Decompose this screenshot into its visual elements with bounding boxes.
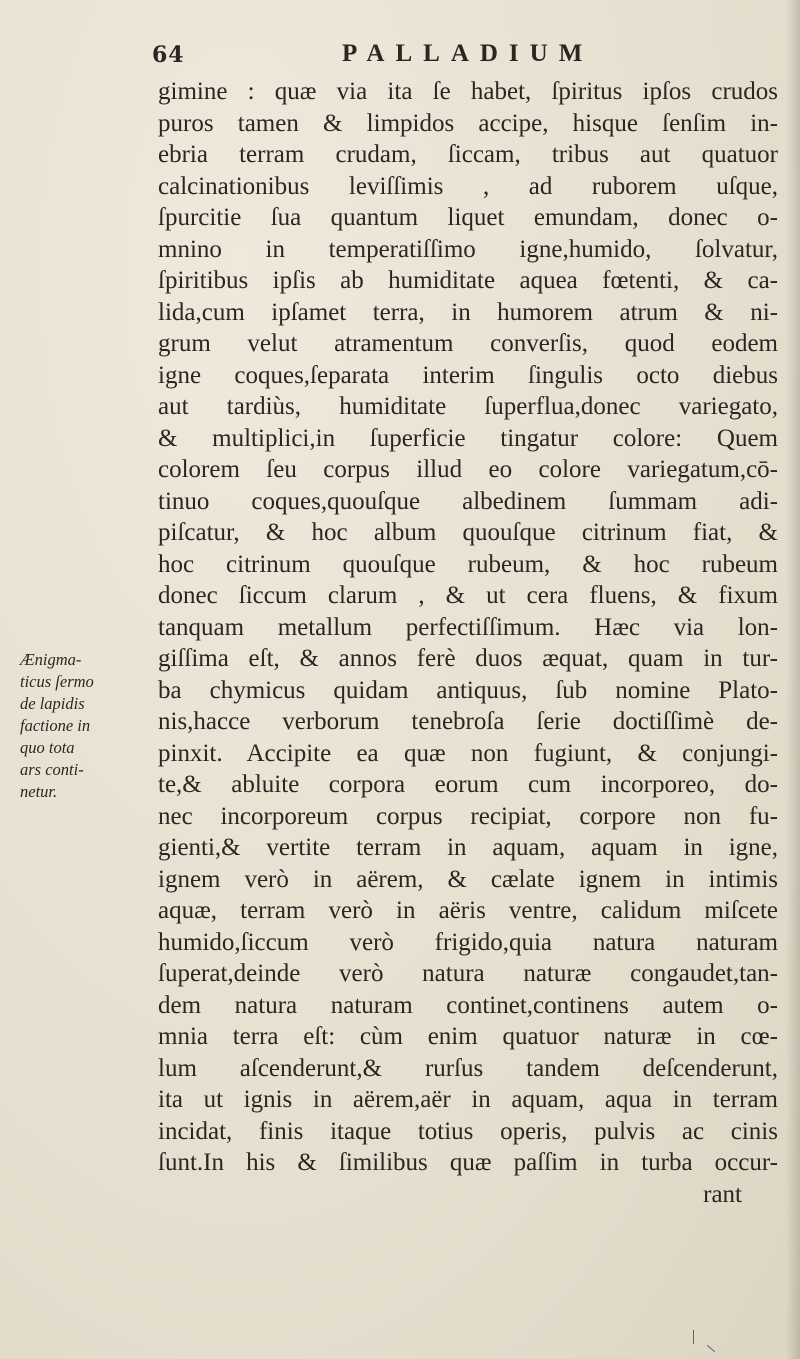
text-line: ſuperat,deinde verò natura naturæ congaudet,tan- [158, 960, 778, 987]
text-line: nec incorporeum corpus recipiat, corpore non fu- [158, 802, 778, 830]
text-line: giſſima eſt, & annos ferè duos æquat, quam in tur- [158, 645, 778, 672]
text-line: rant [703, 1180, 742, 1208]
text-line: & multiplici,in ſuperficie tingatur colore: Quem [158, 424, 778, 452]
text-line: puros tamen & limpidos accipe, hisque ſenſim in- [158, 109, 778, 137]
marginal-note-line: quo tota [20, 738, 75, 757]
text-line: calcinationibus leviſſimis , ad ruborem uſque, [158, 172, 778, 200]
marginal-note-line: factione in [20, 716, 91, 735]
text-line: ſpurcitie ſua quantum liquet emundam, donec o- [158, 204, 778, 231]
text-line: aquæ, terram verò in aëris ventre, calidum miſcete [158, 897, 778, 924]
text-line: igne coques,ſeparata interim ſingulis octo diebus [158, 361, 778, 389]
page-header [0, 40, 800, 80]
text-line: piſcatur, & hoc album quouſque citrinum fiat, & [158, 519, 778, 546]
text-line: tanquam metallum perfectiſſimum. Hæc via lon- [158, 613, 778, 641]
running-title: PALLADIUM [342, 40, 594, 67]
text-line: gienti,& vertite terram in aquam, aquam in igne, [158, 834, 778, 861]
main-text-block [158, 76, 778, 1210]
text-line: incidat, finis itaque totius operis, pulvis ac cinis [158, 1117, 778, 1145]
text-line: hoc citrinum quouſque rubeum, & hoc rubeum [158, 550, 778, 578]
text-line: gimine : quæ via ita ſe habet, ſpiritus ipſos crudos [158, 78, 778, 105]
text-line: ſpiritibus ipſis ab humiditate aquea fœtenti, & ca- [158, 267, 778, 294]
text-line: humido,ſiccum verò frigido,quia natura naturam [158, 928, 778, 956]
text-line: nis,hacce verborum tenebroſa ſerie doctiſſimè de- [158, 708, 778, 735]
text-line: donec ſiccum clarum , & ut cera fluens, & fixum [158, 582, 778, 609]
text-line: tinuo coques,quouſque albedinem ſummam adi- [158, 487, 778, 515]
marginal-note-line: de lapidis [20, 694, 85, 713]
text-line: dem natura naturam continet,continens autem o- [158, 991, 778, 1019]
text-line: aut tardiùs, humiditate ſuperflua,donec variegato, [158, 393, 778, 420]
text-line: mnia terra eſt: cùm enim quatuor naturæ in cœ- [158, 1023, 778, 1050]
text-line: ebria terram crudam, ſiccam, tribus aut quatuor [158, 141, 778, 168]
text-line: lida,cum ipſamet terra, in humorem atrum & ni- [158, 298, 778, 326]
text-line: colorem ſeu corpus illud eo colore variegatum,cō- [158, 456, 778, 483]
text-line: grum velut atramentum converſis, quod eodem [158, 330, 778, 357]
text-line: ita ut ignis in aërem,aër in aquam, aqua in terram [158, 1086, 778, 1113]
text-line: mnino in temperatiſſimo igne,humido, ſolvatur, [158, 235, 778, 263]
text-line: ſunt.In his & ſimilibus quæ paſſim in turba occur- [158, 1149, 778, 1176]
marginal-note-line: netur. [20, 782, 58, 801]
text-line: lum aſcenderunt,& rurſus tandem deſcenderunt, [158, 1054, 778, 1082]
text-line: ba chymicus quidam antiquus, ſub nomine Plato- [158, 676, 778, 704]
text-line: te,& abluite corpora eorum cum incorporeo, do- [158, 771, 778, 798]
marginal-note [20, 649, 132, 803]
text-line: pinxit. Accipite ea quæ non fugiunt, & conjungi- [158, 739, 778, 767]
text-line: ignem verò in aërem, & cælate ignem in intimis [158, 865, 778, 893]
marginal-note-line: ars conti- [20, 760, 84, 779]
page-edge-shadow [786, 0, 800, 1359]
marginal-note-line: Ænigma- [20, 650, 82, 669]
page-number: 64 [152, 42, 185, 68]
marginal-note-line: ticus ſermo [20, 672, 94, 691]
